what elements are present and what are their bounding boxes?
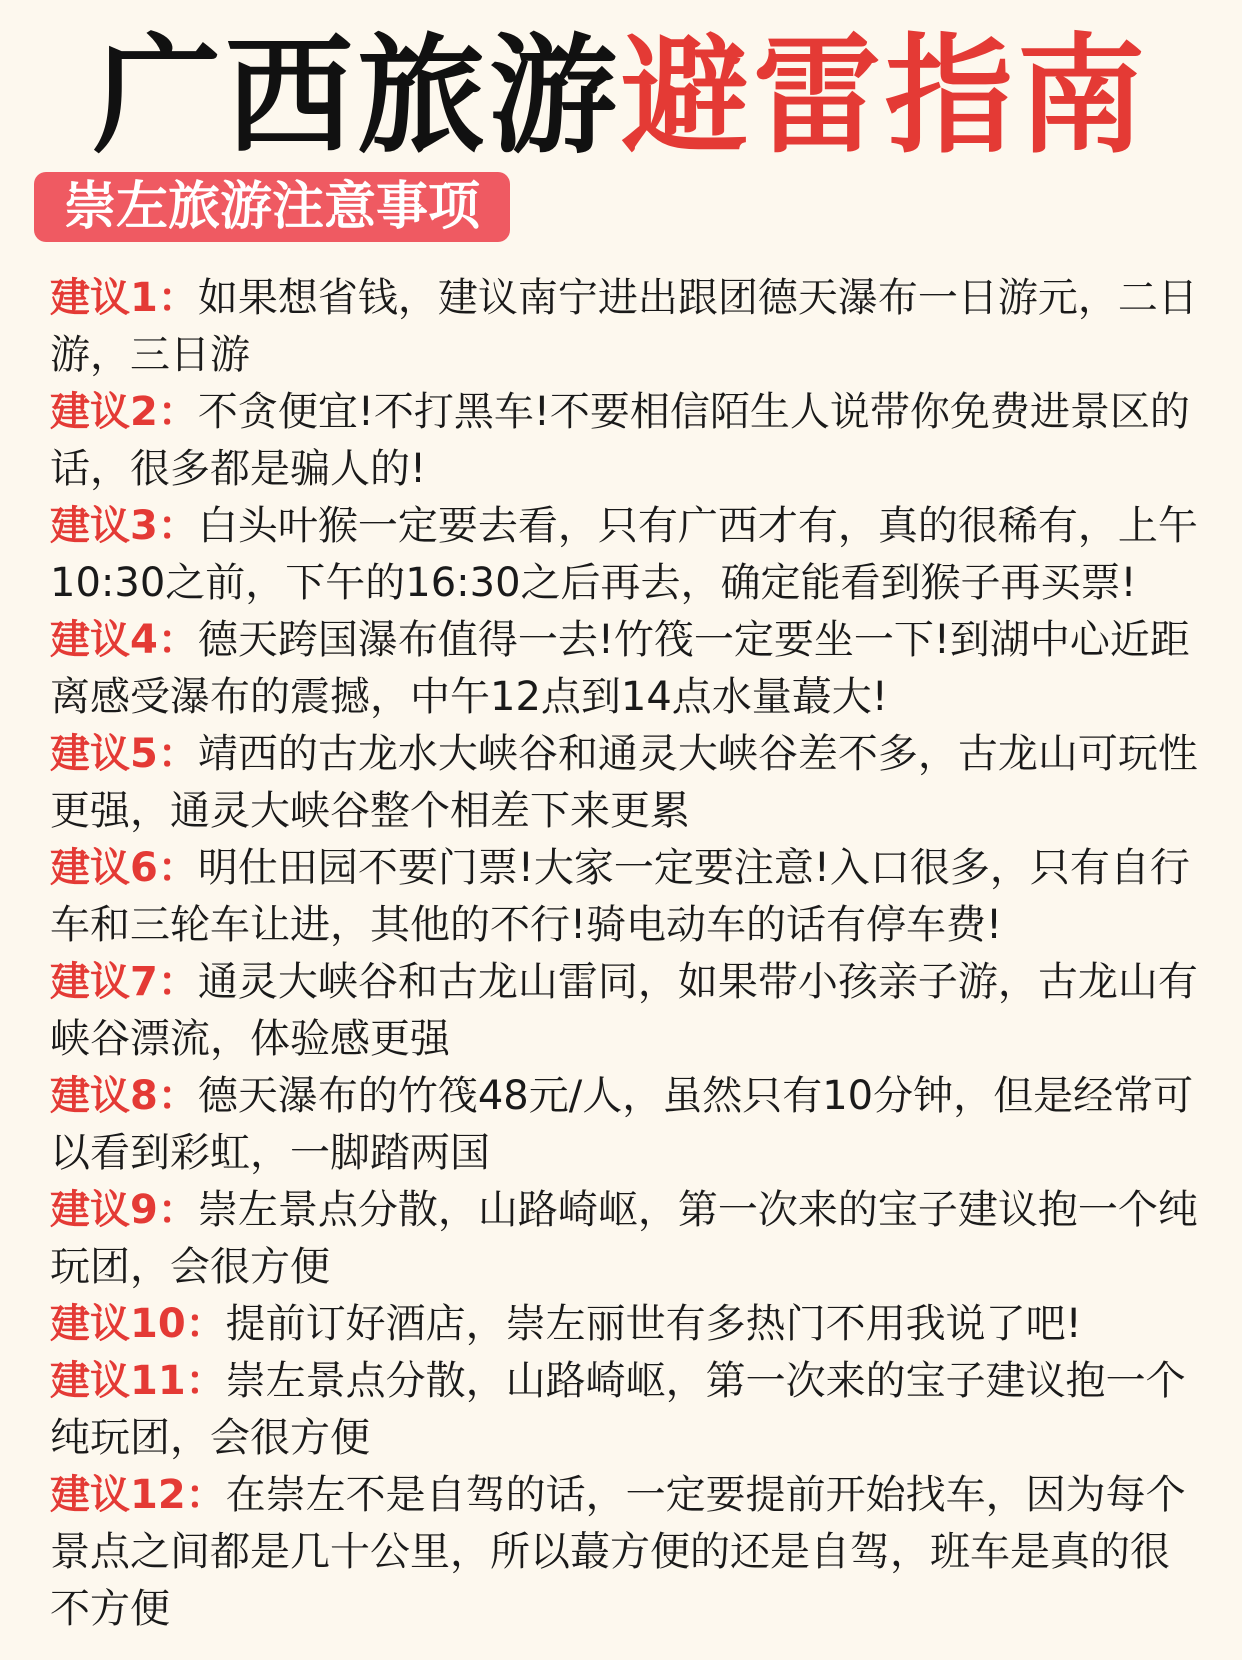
tips-list bbox=[50, 270, 1200, 1638]
tip-text: 崇左景点分散，山路崎岖，第一次来的宝子建议抱一个纯玩团，会很方便 bbox=[50, 1358, 1186, 1461]
tip-item-1 bbox=[50, 270, 1200, 384]
tip-text: 通灵大峡谷和古龙山雷同，如果带小孩亲子游，古龙山有峡谷漂流，体验感更强 bbox=[50, 959, 1198, 1062]
tip-item-5 bbox=[50, 726, 1200, 840]
tip-label: 建议7： bbox=[50, 959, 198, 1005]
tip-text: 提前订好酒店，崇左丽世有多热门不用我说了吧! bbox=[225, 1301, 1082, 1347]
tip-label: 建议2： bbox=[50, 389, 198, 435]
tip-item-2 bbox=[50, 384, 1200, 498]
tip-item-9 bbox=[50, 1182, 1200, 1296]
tip-text: 在崇左不是自驾的话，一定要提前开始找车，因为每个景点之间都是几十公里，所以蕞方便的还是自驾，班车是真的很不方便 bbox=[50, 1472, 1186, 1632]
tip-text: 白头叶猴一定要去看，只有广西才有，真的很稀有，上午10:30之前，下午的16:30之后再去，确定能看到猴子再买票! bbox=[50, 503, 1198, 606]
tip-label: 建议3： bbox=[50, 503, 198, 549]
tip-item-3 bbox=[50, 498, 1200, 612]
tip-text: 德天跨国瀑布值得一去!竹筏一定要坐一下!到湖中心近距离感受瀑布的震撼，中午12点到14点水量蕞大! bbox=[50, 617, 1190, 720]
title-black-part: 广西旅游 bbox=[92, 22, 621, 171]
tip-text: 如果想省钱，建议南宁进出跟团德天瀑布一日游元，二日游，三日游 bbox=[50, 275, 1198, 378]
tip-item-10 bbox=[50, 1296, 1200, 1353]
tip-label: 建议8： bbox=[50, 1073, 198, 1119]
tip-label: 建议10： bbox=[50, 1301, 226, 1347]
tip-text: 靖西的古龙水大峡谷和通灵大峡谷差不多，古龙山可玩性更强，通灵大峡谷整个相差下来更累 bbox=[50, 731, 1198, 834]
tip-label: 建议12： bbox=[50, 1472, 226, 1518]
tip-label: 建议5： bbox=[50, 731, 198, 777]
tip-item-12 bbox=[50, 1467, 1200, 1638]
tip-label: 建议9： bbox=[50, 1187, 198, 1233]
tip-text: 崇左景点分散，山路崎岖，第一次来的宝子建议抱一个纯玩团，会很方便 bbox=[50, 1187, 1198, 1290]
title-red-part: 避雷指南 bbox=[621, 22, 1150, 171]
tip-item-7 bbox=[50, 954, 1200, 1068]
tip-label: 建议6： bbox=[50, 845, 198, 891]
page-title bbox=[0, 22, 1242, 172]
tip-item-11 bbox=[50, 1353, 1200, 1467]
tip-label: 建议4： bbox=[50, 617, 198, 663]
tip-label: 建议1： bbox=[50, 275, 198, 321]
tip-label: 建议11： bbox=[50, 1358, 226, 1404]
tip-item-6 bbox=[50, 840, 1200, 954]
tip-text: 不贪便宜!不打黑车!不要相信陌生人说带你免费进景区的话，很多都是骗人的! bbox=[50, 389, 1190, 492]
tip-item-8 bbox=[50, 1068, 1200, 1182]
section-badge: 崇左旅游注意事项 bbox=[34, 172, 510, 242]
tip-text: 德天瀑布的竹筏48元/人，虽然只有10分钟，但是经常可以看到彩虹，一脚踏两国 bbox=[50, 1073, 1194, 1176]
tip-item-4 bbox=[50, 612, 1200, 726]
tip-text: 明仕田园不要门票!大家一定要注意!入口很多，只有自行车和三轮车让进，其他的不行!骑电动车的话有停车费! bbox=[50, 845, 1190, 948]
